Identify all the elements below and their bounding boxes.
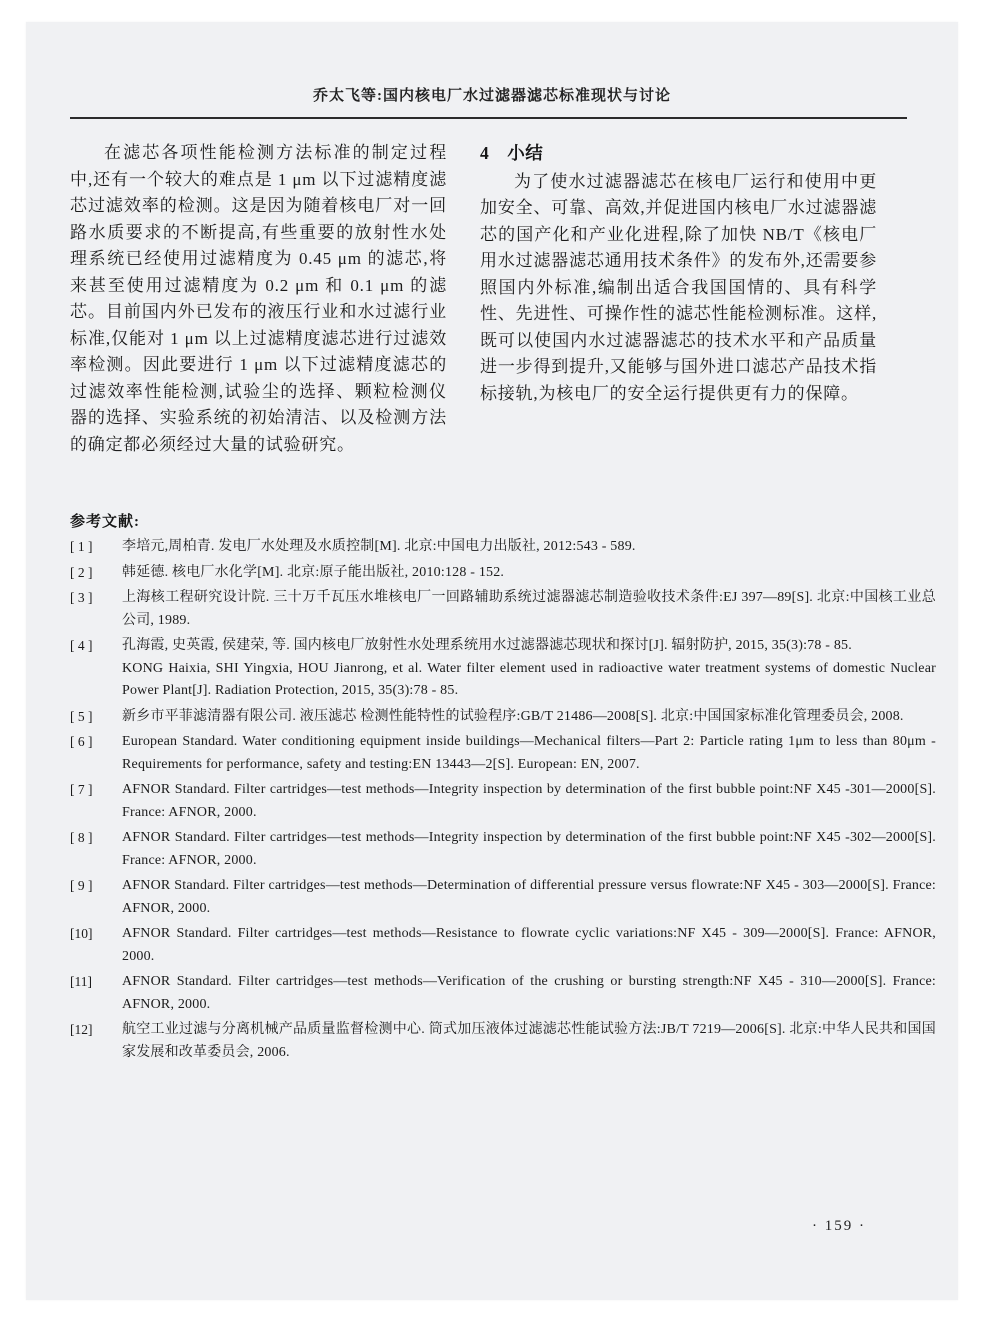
reference-item <box>70 923 936 968</box>
reference-label: [ 6 ] <box>70 734 93 749</box>
reference-item <box>70 587 936 632</box>
reference-item <box>70 827 936 872</box>
reference-label: [ 7 ] <box>70 782 93 797</box>
references-heading: 参考文献: <box>70 514 140 530</box>
section-number: 4 <box>480 143 490 163</box>
reference-label: [ 5 ] <box>70 708 93 724</box>
reference-body <box>122 779 936 824</box>
reference-text: 李培元,周柏青. 发电厂水处理及水质控制[M]. 北京:中国电力出版社, 2012:543 - 589. <box>122 539 636 554</box>
reference-body <box>122 706 936 729</box>
reference-item <box>70 635 936 703</box>
page-number: · 159 · <box>812 1218 866 1234</box>
left-column <box>70 140 447 458</box>
reference-item <box>70 971 936 1016</box>
running-title: 乔太飞等:国内核电厂水过滤器滤芯标准现状与讨论 <box>313 88 671 104</box>
reference-text: AFNOR Standard. Filter cartridges—test methods—Determination of differential pressure versus flowrate:NF X45 - 303—2000[S]. France: AFNOR, 2000. <box>122 878 936 916</box>
reference-body <box>122 875 936 920</box>
reference-body <box>122 731 936 776</box>
reference-body <box>122 536 936 559</box>
reference-text: 上海核工程研究设计院. 三十万千瓦压水堆核电厂一回路辅助系统过滤器滤芯制造验收技术条件:EJ 397—89[S]. 北京:中国核工业总公司, 1989. <box>122 590 936 628</box>
reference-label: [10] <box>70 926 93 941</box>
reference-text: 航空工业过滤与分离机械产品质量监督检测中心. 筒式加压液体过滤滤芯性能试验方法:JB/T 7219—2006[S]. 北京:中华人民共和国国家发展和改革委员会, 2006. <box>122 1022 936 1060</box>
reference-body <box>122 635 936 703</box>
reference-label: [ 2 ] <box>70 564 93 580</box>
reference-body <box>122 562 936 585</box>
right-column <box>480 140 877 458</box>
reference-text: AFNOR Standard. Filter cartridges—test methods—Integrity inspection by determination of the first bubble point:NF X45 -302—2000[S]. France: AFNOR, 2000. <box>122 830 936 868</box>
reference-text: 韩延德. 核电厂水化学[M]. 北京:原子能出版社, 2010:128 - 152. <box>122 564 505 580</box>
section-title: 小结 <box>507 143 544 163</box>
reference-text: 孔海霞, 史英霞, 侯建荣, 等. 国内核电厂放射性水处理系统用水过滤器滤芯现状和探讨[J]. 辐射防护, 2015, 35(3):78 - 85. <box>122 638 852 653</box>
reference-item <box>70 706 936 729</box>
reference-body <box>122 1019 936 1064</box>
reference-body <box>122 587 936 632</box>
reference-label: [ 1 ] <box>70 539 93 554</box>
references-list <box>70 536 936 1067</box>
reference-text: AFNOR Standard. Filter cartridges—test methods—Resistance to flowrate cyclic variations:NF X45 - 309—2000[S]. France: AFNOR, 2000. <box>122 926 936 964</box>
scanned-paper-page <box>26 22 958 1300</box>
left-column-paragraph: 在滤芯各项性能检测方法标准的制定过程中,还有一个较大的难点是 1 μm 以下过滤精度滤芯过滤效率的检测。这是因为随着核电厂对一回路水质要求的不断提高,有些重要的放射性水处理系统已经使用过滤精度为 0.45 μm 的滤芯,将来甚至使用过滤精度为 0.2 μm 和 0.1 μm 的滤芯。目前国内外已发布的液压行业和水过滤行业标准,仅能对 1 μm 以上过滤精度滤芯进行过滤效率检测。因此要进行 1 μm 以下过滤精度滤芯的过滤效率性能检测,试验尘的选择、颗粒检测仪器的选择、实验系统的初始清洁、以及检测方法的确定都必须经过大量的试验研究。 <box>70 143 447 454</box>
reference-item <box>70 1019 936 1064</box>
section-heading <box>480 140 877 167</box>
reference-body <box>122 923 936 968</box>
reference-label: [ 3 ] <box>70 590 93 605</box>
reference-text: European Standard. Water conditioning equipment inside buildings—Mechanical filters—Part 2: Particle rating 1μm to less than 80μm - Requirements for performance, safety and testing:EN 13443—2[S]. European: EN, 2007. <box>122 734 936 772</box>
reference-label: [ 9 ] <box>70 878 93 893</box>
reference-label: [12] <box>70 1022 93 1037</box>
reference-text: AFNOR Standard. Filter cartridges—test methods—Integrity inspection by determination of the first bubble point:NF X45 -301—2000[S]. France: AFNOR, 2000. <box>122 782 936 820</box>
reference-translation: KONG Haixia, SHI Yingxia, HOU Jianrong, et al. Water filter element used in radioactive water treatment systems of domestic Nuclear Power Plant[J]. Radiation Protection, 2015, 35(3):78 - 85. <box>122 660 936 698</box>
reference-body <box>122 971 936 1016</box>
reference-text: 新乡市平菲滤清器有限公司. 液压滤芯 检测性能特性的试验程序:GB/T 21486—2008[S]. 北京:中国国家标准化管理委员会, 2008. <box>122 708 904 724</box>
reference-item <box>70 562 936 585</box>
reference-text: AFNOR Standard. Filter cartridges—test methods—Verification of the crushing or bursting strength:NF X45 - 310—2000[S]. France: AFNOR, 2000. <box>122 974 936 1012</box>
reference-body <box>122 827 936 872</box>
reference-item <box>70 731 936 776</box>
header-rule <box>70 117 907 119</box>
reference-item <box>70 536 936 559</box>
reference-item <box>70 875 936 920</box>
reference-label: [ 4 ] <box>70 638 93 653</box>
right-column-paragraph: 为了使水过滤器滤芯在核电厂运行和使用中更加安全、可靠、高效,并促进国内核电厂水过滤器滤芯的国产化和产业化进程,除了加快 NB/T《核电厂用水过滤器滤芯通用技术条件》的发布外,还需要参照国内外标准,编制出适合我国国情的、具有科学性、先进性、可操作性的滤芯性能检测标准。这样,既可以使国内水过滤器滤芯的技术水平和产品质量进一步得到提升,又能够与国外进口滤芯产品技术指标接轨,为核电厂的安全运行提供更有力的保障。 <box>480 171 877 403</box>
reference-label: [ 8 ] <box>70 830 93 845</box>
reference-item <box>70 779 936 824</box>
two-column-body <box>70 140 877 458</box>
reference-label: [11] <box>70 974 92 989</box>
